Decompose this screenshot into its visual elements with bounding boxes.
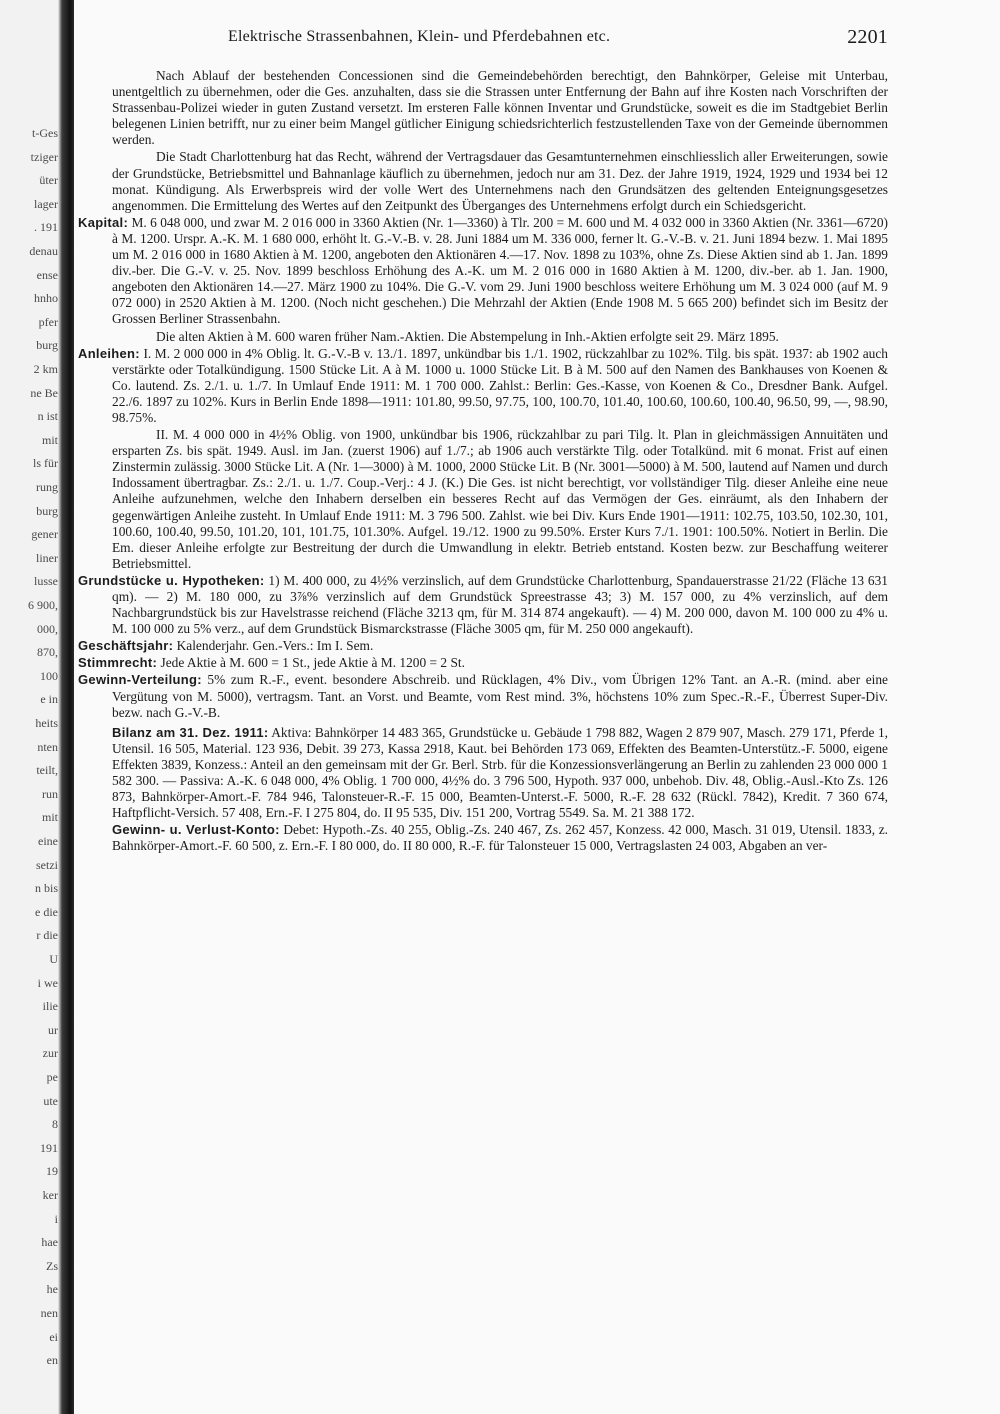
paragraph	[78, 345, 888, 426]
section-lead: Gewinn- u. Verlust-Konto:	[112, 822, 280, 838]
margin-fragment: 8	[52, 1117, 58, 1132]
paragraph-text: M. 6 048 000, und zwar M. 2 016 000 in 3360 Aktien (Nr. 1—3360) à Tlr. 200 = M. 600 und M. 4 032 000 in 3360 Aktien (Nr. 3361—6720) à M. 1200. Urspr. A.-K. M. 1 680 000, erhöht lt. G.-V.-B. v. 28. Juni 1884 um M. 336 000, ferner lt. G.-V.-B. v. 21. Juni 1894 bezw. 1. Mai 1895 um M. 2 016 000 in 1680 Aktien à M. 1200, angeboten den Aktionären 4.—17. Nov. 1898 zu 103%, ohne Zs. Diese Aktien sind ab 1. Jan. 1899 div.-ber. Die G.-V. v. 25. Nov. 1899 beschloss Erhöhung des A.-K. um M. 2 016 000 in 1680 Aktien à M. 1200, div.-ber. ab 1. Jan. 1900, angeboten den Aktionären 14.—27. März 1900 zu 104%. Die G.-V. vom 29. Juni 1900 beschloss weitere Erhöhung um M. 3 024 000 (auf M. 9 072 000) in 2520 Aktien à M. 1200. (Noch nicht geschehen.) Die Mehrzahl der Aktien (Ende 1908 M. 5 665 200) befindet sich im Besitz der Grossen Berliner Strassenbahn.	[112, 214, 888, 327]
margin-fragment: ei	[49, 1329, 58, 1344]
margin-fragment: pe	[46, 1070, 58, 1084]
paragraph	[112, 329, 888, 345]
margin-fragment: U	[49, 952, 58, 966]
paragraph-text: Aktiva: Bahnkörper 14 483 365, Grundstücke u. Gebäude 1 798 882, Wagen 2 879 907, Masch. 279 171, Pferde 1, Utensil. 16 505, Material. 123 936, Debit. 39 273, Kassa 2918, Kaut. bei Behörden 173 069, Effekten des Beamten-Unterstütz.-F. 5000, eigene Effekten 3839, Konzess.: Anteil an den gemeinsam mit der Gr. Berl. Strb. für die Konzessionsverlängerung an Berlin zu zahlenden 23 000 000 1 582 300. — Passiva: A.-K. 6 048 000, 4% Oblig. 1 700 000, 4½% do. 3 796 500, Hypoth. 937 000, unbehob. Div. 48, Oblig.-Ausl.-Kto Zs. 126 873, Bahnkörper-Amort.-F. 784 946, Talonsteuer-R.-F. 15 000, Beamten-Unterst.-F. 5000, R.-F. 28 632 (Rückl. 7842), Kredit. 7 360 674, Haftpflicht-Versich. 57 408, Ern.-F. I 275 804, do. II 95 535, Div. 151 200, Vortrag 5549. Sa. M. 21 388 172.	[112, 724, 889, 821]
margin-fragment: mit	[41, 810, 58, 825]
paragraph-text: Die alten Aktien à M. 600 waren früher Nam.-Aktien. Die Abstempelung in Inh.-Aktien erfolgte seit 29. März 1895.	[156, 328, 779, 344]
paragraph-text: 5% zum R.-F., event. besondere Abschreib. und Rücklagen, 4% Div., vom Übrigen 12% Tant. an A.-R. (mind. aber eine Vergütung von M. 5000), vertragsm. Tant. an Vorst. und Beamte, vom Rest mind. 3%, höchstens 10% zum Spec.-R.-F., Überrest Super-Div. bezw. nach G.-V.-B.	[112, 672, 889, 720]
margin-fragment: nen	[40, 1306, 58, 1320]
margin-fragment: 191	[40, 1140, 58, 1155]
margin-fragment: ur	[48, 1022, 58, 1037]
margin-fragment: t-Ges	[32, 126, 58, 140]
margin-fragment: eine	[38, 834, 58, 848]
margin-fragment: heits	[35, 716, 58, 730]
paragraph	[78, 672, 889, 720]
margin-fragment: zur	[42, 1046, 58, 1061]
paragraph	[112, 427, 888, 572]
margin-fragment: n bis	[34, 881, 58, 896]
margin-fragment: ilie	[42, 999, 58, 1014]
margin-fragment: 19	[46, 1164, 58, 1179]
margin-fragment: hae	[41, 1235, 58, 1250]
margin-fragment: denau	[29, 244, 58, 258]
page-number: 2201	[847, 26, 888, 48]
margin-fragment: 6 900,	[28, 598, 58, 612]
margin-fragment: r die	[36, 928, 58, 943]
margin-fragment: pfer	[38, 314, 58, 329]
margin-fragment: lusse	[34, 574, 58, 589]
margin-fragment: e die	[35, 904, 58, 919]
margin-fragment: he	[46, 1282, 58, 1297]
paragraph-text: Kalenderjahr. Gen.-Vers.: Im I. Sem.	[176, 638, 374, 654]
paragraph	[78, 572, 888, 637]
margin-fragment: 2 km	[33, 362, 58, 376]
margin-fragment: 870,	[37, 645, 58, 660]
section-lead: Anleihen:	[78, 345, 140, 361]
margin-fragment: gener	[31, 527, 58, 542]
margin-fragment: i we	[37, 975, 58, 990]
document-page	[78, 26, 889, 856]
margin-fragment: tziger	[30, 149, 58, 164]
paragraph	[112, 725, 888, 822]
section-lead: Grundstücke u. Hypotheken:	[78, 572, 265, 588]
margin-fragment: . 191	[34, 220, 58, 235]
margin-fragment: run	[42, 786, 58, 801]
margin-fragment: ne Be	[30, 385, 58, 400]
paragraph-text: Debet: Hypoth.-Zs. 40 255, Oblig.-Zs. 240 467, Zs. 262 457, Konzess. 42 000, Masch. 31 019, Utensil. 1833, z. Bahnkörper-Amort.-F. 60 500, z. Ern.-F. I 80 000, do. II 80 000, R.-F. für Talonsteuer 15 000, Vertragslasten 24 003, Abgaben an ver-	[112, 822, 888, 854]
paragraph	[78, 638, 888, 654]
margin-fragment: teilt,	[36, 763, 58, 778]
margin-fragment: setzi	[36, 857, 58, 872]
margin-fragment: üter	[39, 173, 58, 188]
margin-fragment: n ist	[37, 409, 58, 424]
margin-fragment: ls für	[33, 456, 58, 471]
margin-fragment: burg	[36, 338, 58, 353]
margin-fragment: liner	[36, 550, 58, 565]
body-text	[78, 68, 889, 855]
section-lead: Stimmrecht:	[78, 655, 158, 671]
paragraph	[112, 149, 888, 213]
margin-fragment: rung	[36, 480, 58, 494]
paragraph-text: II. M. 4 000 000 in 4½% Oblig. von 1900, unkündbar bis 1906, rückzahlbar zu pari Tilg. lt. Plan in gleichmässigen Annuitäten und ersparten Zs. bis spät. 1949. Ausl. im Jan. (zuerst 1906) auf 1./7.; ab 1906 auch verstärkte Tilg. oder Totalkünd. mit 6 monat. Frist auf einen Zinstermin zulässig. 3000 Stücke Lit. A (Nr. 1—3000) à M. 1000, 2000 Stücke Lit. B (Nr. 3001—5000) à M. 500, lautend auf Namen und durch Indossament übertragbar. Zs.: 2./1. u. 1./7. Coup.-Verj.: 4 J. (K.) Die Ges. ist nicht berechtigt, vor vollständiger Tilg. dieser Anleihe eine neue Anleihe aufzunehmen, welche den Inhabern derselben ein besseres Recht auf das Vermögen der Ges. einräumt, als den Inhabern der gegenwärtigen Anleihe zusteht. In Umlauf Ende 1911: M. 3 796 500. Zahlst. wie bei Div. Kurs Ende 1901—1911: 102.75, 103.50, 102.30, 101, 100.60, 100.40, 99.50, 101.20, 101, 101.75, 101.30%. Aufgel. 19./12. 1900 zu 99.50%. Erster Kurs 7./1. 1901: 100.50%. Notiert in Berlin. Die Em. dieser Anleihe erfolgte zur Bestreitung der durch die Umwandlung in elektr. Betrieb entstand. Kosten bezw. zur Beschaffung weiterer Betriebsmittel.	[112, 427, 888, 571]
paragraph-text: 1) M. 400 000, zu 4½% verzinslich, auf dem Grundstücke Charlottenburg, Spandauerstrasse 21/22 (Fläche 13 631 qm). — 2) M. 180 000, zu 3⅞% verzinslich auf dem Grundstück Spreestrasse 43; 3) M. 157 000, zu 4% verzinslich, auf dem Nachbargrundstück bis zur Havelstrasse reichend (Fläche 3213 qm, für M. 314 874 angekauft). — 4) M. 200 000, davon M. 100 000 zu 4% u. M. 100 000 zu 5% verz., auf dem Grundstück Bismarckstrasse (Fläche 3005 qm, für M. 250 000 angekauft).	[112, 572, 888, 637]
paragraph	[112, 822, 888, 854]
margin-fragment: ker	[42, 1188, 58, 1202]
margin-fragment: lager	[34, 196, 58, 211]
margin-fragment: ute	[43, 1093, 58, 1108]
section-lead: Gewinn-Verteilung:	[78, 672, 202, 688]
margin-fragment: ense	[36, 267, 58, 282]
section-lead: Kapital:	[78, 214, 129, 230]
paragraph-text: Jede Aktie à M. 600 = 1 St., jede Aktie à M. 1200 = 2 St.	[160, 655, 465, 671]
paragraph	[112, 68, 888, 148]
paragraph	[78, 214, 888, 328]
paragraph-text: Nach Ablauf der bestehenden Concessionen sind die Gemeindebehörden berechtigt, den Bahnkörper, Geleise mit Unterbau, unentgeltlich zu übernehmen, oder die Ges. anzuhalten, dass sie die Strassen unter Entfernung der Bahn auf ihre Kosten nach Vorschriften der Strassenbau-Polizei wieder in guten Zustand versetzt. Im ersteren Falle können Inventar und Grundstücke, soweit es die im Stadtgebiet Berlin belegenen Linien betrifft, nur zu einer beim Mangel gütlicher Einigung schiedsrichterlich festzustellenden Taxe von der Gemeinde übernommen werden.	[112, 68, 888, 148]
paragraph-text: I. M. 2 000 000 in 4% Oblig. lt. G.-V.-B v. 13./1. 1897, unkündbar bis 1./1. 1902, rückzahlbar zu 102%. Tilg. bis spät. 1937: ab 1902 auch verstärkte oder Totalkündigung. 1500 Stücke Lit. A à M. 1000 u. 1000 Stücke Lit. B à M. 500 auf den Namen des Bankhauses von Koenen & Co. lautend. Zs. 2./1. u. 1./7. In Umlauf Ende 1911: M. 1 700 000. Zahlst.: Berlin: Ges.-Kasse, von Koenen & Co., Dresdner Bank. Aufgel. 22./6. 1897 zu 102%. Kurs in Berlin Ende 1898—1911: 101.80, 99.50, 97.75, 100, 100.70, 101.40, 100.60, 100.60, 100.40, 96.50, 99, —, 98.90, 98.75%.	[112, 345, 888, 425]
margin-fragment: 100	[40, 668, 58, 683]
paragraph-text: Die Stadt Charlottenburg hat das Recht, während der Vertragsdauer das Gesamtunternehmen einschliesslich aller Erweiterungen, sowie der Grundstücke, Betriebsmittel und Bahnanlage käuflich zu übernehmen, jedoch nur am 31. Dez. der Jahre 1919, 1924, 1929 und 1934 bei 12 monat. Kündigung. Als Erwerbspreis wird der volle Wert des Unternehmens nach den Grundsätzen des geltenden Enteignungsgesetzes angenommen. Die Ermittelung des Wertes auf den Zeitpunkt des Überganges des Unternehmens erfolgt durch ein Schiedsgericht.	[112, 149, 888, 213]
margin-fragment: burg	[36, 503, 58, 518]
margin-fragment: hnho	[34, 291, 58, 306]
paragraph	[78, 655, 888, 671]
margin-fragment: en	[46, 1353, 58, 1368]
section-lead: Bilanz am 31. Dez. 1911:	[112, 724, 269, 740]
section-lead: Geschäftsjahr:	[78, 638, 174, 654]
margin-fragment: mit	[41, 432, 58, 447]
margin-fragment: nten	[37, 739, 58, 754]
running-header	[112, 28, 888, 68]
margin-fragment: i	[54, 1211, 58, 1226]
margin-fragment: Zs	[46, 1258, 58, 1273]
margin-fragment: 000,	[37, 621, 58, 636]
margin-fragment: e in	[40, 692, 58, 707]
header-title: Elektrische Strassenbahnen, Klein- und Pferdebahnen etc.	[228, 28, 611, 45]
